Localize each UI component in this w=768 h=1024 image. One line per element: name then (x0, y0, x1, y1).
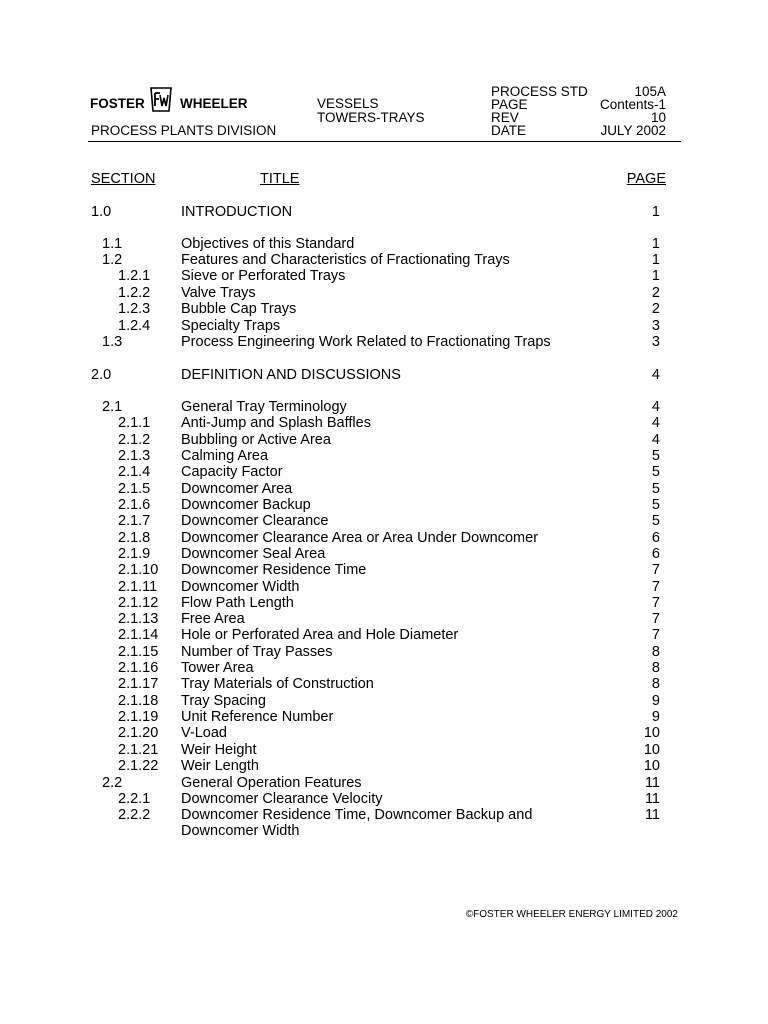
toc-entry (0, 301, 768, 318)
toc-entry-title: Objectives of this Standard (181, 236, 355, 252)
toc-entry-page: 10 (643, 758, 660, 774)
toc-entry (0, 432, 768, 449)
toc-entry-number: 2.2.2 (118, 807, 151, 823)
toc-entry-title: Downcomer Residence Time, Downcomer Backup and (181, 807, 533, 823)
toc-entry-page: 5 (651, 448, 660, 464)
toc-entry-title: INTRODUCTION (181, 204, 293, 220)
toc-entry-number: 2.1.13 (118, 611, 159, 627)
toc-entry (0, 367, 768, 384)
toc-entry-title: Specialty Traps (181, 318, 281, 334)
toc-entry (0, 644, 768, 661)
toc-entry-title: Unit Reference Number (181, 709, 334, 725)
page-column-heading: PAGE (626, 171, 666, 187)
toc-entry-page: 11 (644, 775, 660, 791)
toc-entry (0, 513, 768, 530)
toc-entry-number: 2.1.8 (118, 530, 151, 546)
toc-entry-title: Downcomer Width (181, 579, 300, 595)
toc-entry-title: Valve Trays (181, 285, 256, 301)
toc-entry-number: 2.1.21 (118, 742, 159, 758)
toc-entry (0, 481, 768, 498)
toc-entry-title: Weir Length (181, 758, 259, 774)
toc-entry-title: Bubble Cap Trays (181, 301, 297, 317)
toc-entry-page: 1 (651, 236, 660, 252)
toc-entry-page: 7 (651, 627, 660, 643)
toc-entry-number: 2.0 (91, 367, 112, 383)
company-name-left: FOSTER (90, 96, 145, 111)
toc-entry-page: 11 (644, 807, 660, 823)
toc-entry-number: 2.1.14 (118, 627, 159, 643)
toc-entry-page: 6 (651, 546, 660, 562)
toc-entry-number: 2.1.7 (118, 513, 151, 529)
toc-entry-page: 9 (651, 709, 660, 725)
toc-entry-page: 10 (643, 742, 660, 758)
toc-entry (0, 709, 768, 726)
toc-entry-title: Weir Height (181, 742, 257, 758)
toc-entry (0, 415, 768, 432)
toc-entry-title: Hole or Perforated Area and Hole Diameter (181, 627, 459, 643)
title-column-heading: TITLE (260, 171, 300, 187)
toc-entry-page: 3 (651, 318, 660, 334)
toc-entry-page: 4 (651, 399, 660, 415)
toc-entry-title: Downcomer Seal Area (181, 546, 326, 562)
toc-entry (0, 627, 768, 644)
toc-entry (0, 562, 768, 579)
toc-entry-title: Calming Area (181, 448, 269, 464)
toc-entry-page: 7 (651, 579, 660, 595)
toc-entry-number: 2.1.12 (118, 595, 159, 611)
toc-entry (0, 285, 768, 302)
toc-entry-title: Sieve or Perforated Trays (181, 268, 346, 284)
toc-entry-page: 7 (651, 595, 660, 611)
toc-entry-page: 4 (651, 432, 660, 448)
toc-entry-title: Tray Materials of Construction (181, 676, 374, 692)
toc-entry-number: 2.1.4 (118, 464, 151, 480)
page-value: Contents-1 (599, 97, 666, 112)
toc-entry-number: 2.1.6 (118, 497, 151, 513)
toc-entry-page: 7 (651, 611, 660, 627)
toc-entry-page: 3 (651, 334, 660, 350)
toc-entry-page: 8 (651, 660, 660, 676)
toc-entry-title-continuation: Downcomer Width (181, 823, 300, 839)
toc-entry (0, 595, 768, 612)
toc-entry (0, 236, 768, 253)
toc-entry-page: 8 (651, 676, 660, 692)
toc-entry-number: 2.1.15 (118, 644, 159, 660)
toc-entry-title: Downcomer Clearance Velocity (181, 791, 383, 807)
toc-entry-number: 2.1.11 (118, 579, 158, 595)
toc-entry-title: Free Area (181, 611, 245, 627)
toc-entry-number: 1.0 (91, 204, 112, 220)
toc-entry-page: 5 (651, 481, 660, 497)
toc-entry-page: 2 (651, 285, 660, 301)
toc-entry (0, 579, 768, 596)
toc-entry-page: 9 (651, 693, 660, 709)
toc-entry (0, 268, 768, 285)
toc-entry-page: 11 (644, 791, 660, 807)
toc-entry-page: 1 (651, 204, 660, 220)
copyright-notice: ©FOSTER WHEELER ENERGY LIMITED 2002 (465, 909, 678, 920)
division-name: PROCESS PLANTS DIVISION (91, 123, 277, 138)
toc-entry-title: Downcomer Residence Time (181, 562, 367, 578)
toc-entry-number: 2.1.3 (118, 448, 151, 464)
toc-entry (0, 530, 768, 547)
toc-entry-title: Downcomer Backup (181, 497, 311, 513)
toc-entry-number: 1.2 (102, 252, 123, 268)
toc-entry-title: Process Engineering Work Related to Fractionating Traps (181, 334, 551, 350)
toc-entry-number: 2.1.16 (118, 660, 159, 676)
date-label: DATE (491, 123, 527, 138)
toc-entry-title: Anti-Jump and Splash Baffles (181, 415, 371, 431)
toc-entry (0, 334, 768, 351)
toc-entry-number: 2.1.1 (118, 415, 151, 431)
toc-entry-page: 1 (651, 252, 660, 268)
section-column-heading: SECTION (91, 171, 156, 187)
toc-entry-number: 1.2.2 (118, 285, 151, 301)
toc-entry (0, 791, 768, 808)
toc-entry-number: 1.2.3 (118, 301, 151, 317)
toc-entry-title: V-Load (181, 725, 227, 741)
toc-entry (0, 611, 768, 628)
toc-entry (0, 807, 768, 839)
toc-entry-title: DEFINITION AND DISCUSSIONS (181, 367, 401, 383)
toc-entry-number: 1.2.4 (118, 318, 151, 334)
toc-entry-title: Capacity Factor (181, 464, 283, 480)
process-std-label: PROCESS STD (491, 84, 588, 99)
toc-entry (0, 676, 768, 693)
toc-entry-number: 2.2.1 (118, 791, 151, 807)
toc-entry-page: 10 (643, 725, 660, 741)
toc-entry-page: 1 (651, 268, 660, 284)
foster-wheeler-logo-icon (147, 86, 175, 113)
toc-entry (0, 758, 768, 775)
toc-entry (0, 318, 768, 335)
toc-entry-number: 2.1.18 (118, 693, 159, 709)
subject-line-2: TOWERS-TRAYS (317, 110, 425, 125)
rev-value: 10 (650, 110, 666, 125)
toc-entry-page: 5 (651, 497, 660, 513)
page-label: PAGE (491, 97, 528, 112)
toc-entry-title: Tray Spacing (181, 693, 266, 709)
toc-entry-number: 2.1.22 (118, 758, 159, 774)
toc-entry-title: Downcomer Clearance (181, 513, 329, 529)
toc-entry-number: 1.3 (102, 334, 123, 350)
toc-entry-number: 2.1.19 (118, 709, 159, 725)
toc-entry-title: Tower Area (181, 660, 254, 676)
toc-entry-number: 2.1.9 (118, 546, 151, 562)
toc-entry (0, 399, 768, 416)
toc-entry-page: 5 (651, 513, 660, 529)
toc-entry-number: 1.2.1 (118, 268, 151, 284)
toc-entry-number: 1.1 (102, 236, 123, 252)
toc-entry-title: Bubbling or Active Area (181, 432, 331, 448)
toc-entry (0, 742, 768, 759)
toc-entry-number: 2.1.5 (118, 481, 151, 497)
toc-entry (0, 497, 768, 514)
date-value: JULY 2002 (600, 123, 666, 138)
toc-entry-number: 2.1.2 (118, 432, 151, 448)
toc-entry-title: Features and Characteristics of Fractionating Trays (181, 252, 510, 268)
toc-entry-title: General Tray Terminology (181, 399, 347, 415)
toc-entry (0, 660, 768, 677)
toc-entry-page: 4 (651, 415, 660, 431)
toc-entry-page: 7 (651, 562, 660, 578)
toc-entry (0, 546, 768, 563)
header-divider (88, 141, 681, 142)
process-std-value: 105A (634, 84, 666, 99)
toc-entry (0, 204, 768, 221)
toc-entry-number: 2.2 (102, 775, 123, 791)
toc-entry-number: 2.1 (102, 399, 123, 415)
toc-entry-page: 6 (651, 530, 660, 546)
toc-entry-number: 2.1.17 (118, 676, 159, 692)
toc-entry-page: 4 (651, 367, 660, 383)
subject-line-1: VESSELS (317, 96, 379, 111)
toc-entry (0, 448, 768, 465)
toc-entry (0, 693, 768, 710)
toc-entry-number: 2.1.10 (118, 562, 159, 578)
toc-entry (0, 252, 768, 269)
toc-entry-page: 5 (651, 464, 660, 480)
toc-entry-title: Downcomer Area (181, 481, 293, 497)
toc-entry-number: 2.1.20 (118, 725, 159, 741)
company-name-right: WHEELER (180, 96, 248, 111)
rev-label: REV (491, 110, 519, 125)
toc-entry-page: 2 (651, 301, 660, 317)
toc-entry-page: 8 (651, 644, 660, 660)
toc-entry-title: Downcomer Clearance Area or Area Under Downcomer (181, 530, 539, 546)
toc-entry (0, 464, 768, 481)
toc-entry-title: Flow Path Length (181, 595, 294, 611)
toc-entry (0, 775, 768, 792)
toc-entry (0, 725, 768, 742)
toc-entry-title: Number of Tray Passes (181, 644, 333, 660)
toc-entry-title: General Operation Features (181, 775, 362, 791)
